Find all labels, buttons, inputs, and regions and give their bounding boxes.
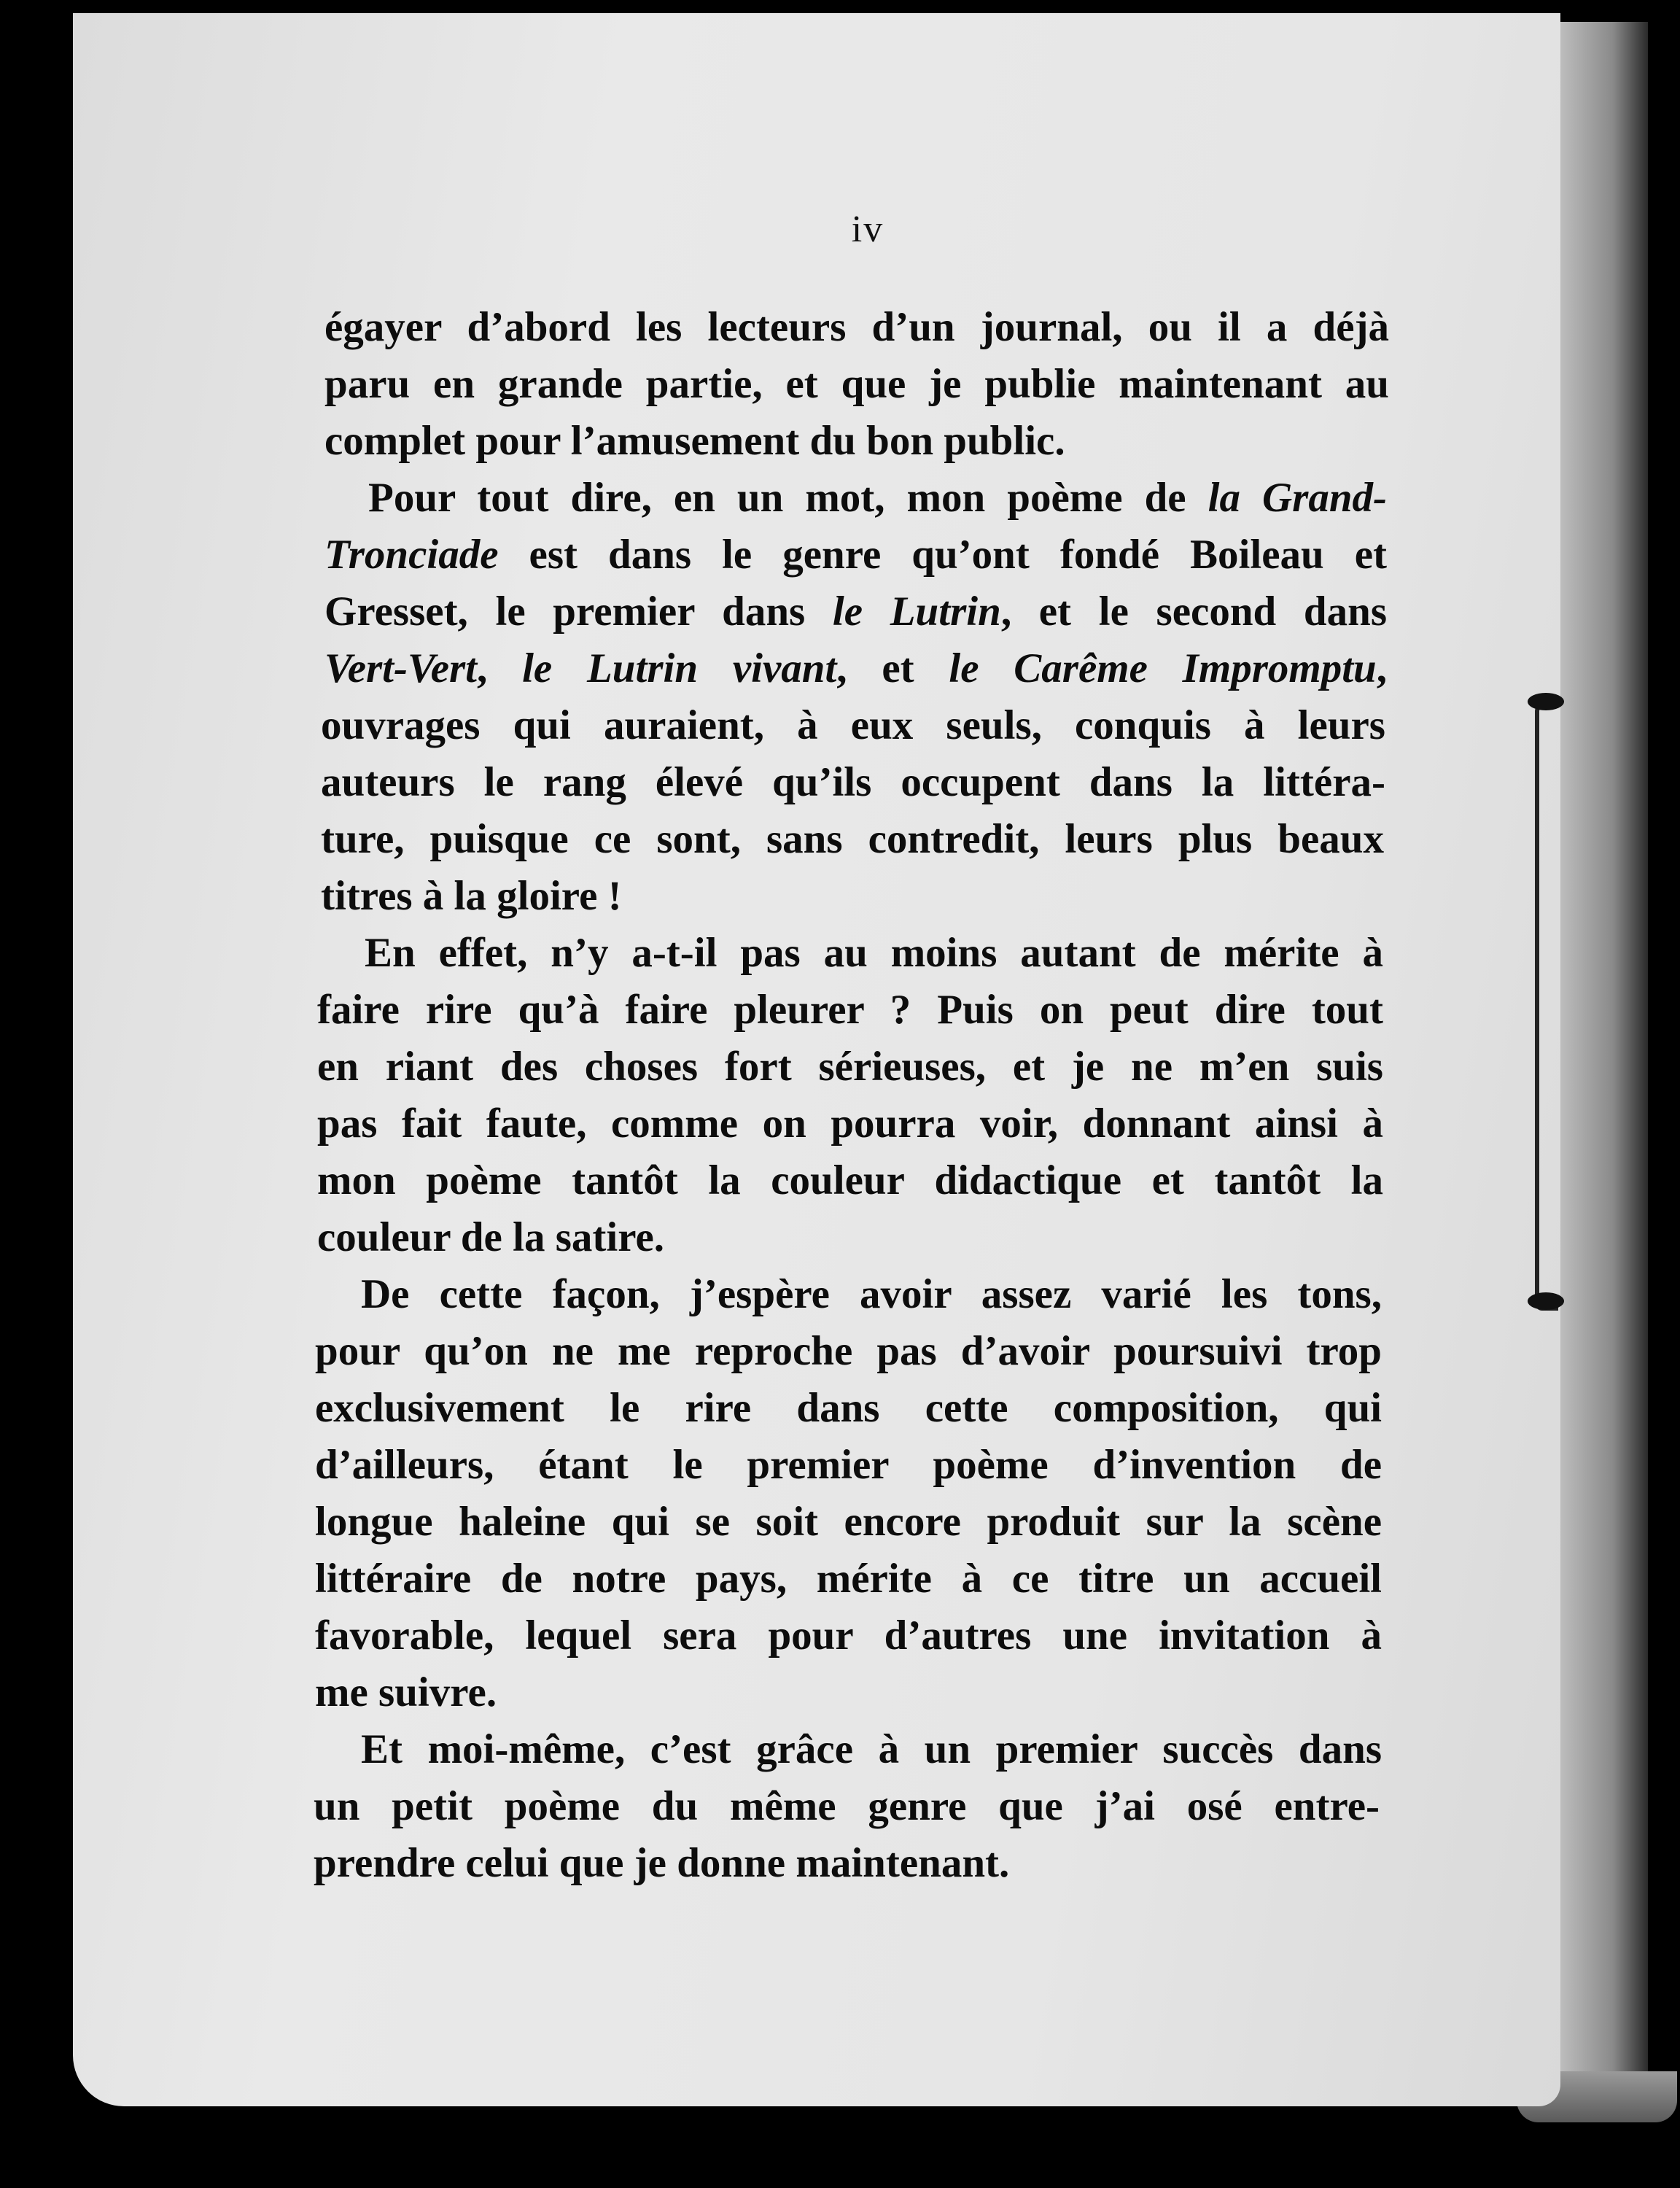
text-line: [324, 532, 1387, 578]
text-segment: pas fait faute, comme on pourra voir, donnant ainsi à: [317, 1101, 1383, 1147]
italic-title: le Lutrin: [832, 589, 1001, 635]
italic-title: le Lutrin vivant: [522, 645, 837, 691]
italic-title: Vert-Vert: [324, 645, 478, 691]
text-line: [317, 1214, 665, 1260]
text-segment: ,: [477, 645, 523, 691]
text-line: [368, 477, 1387, 519]
text-line: [324, 589, 1387, 635]
text-segment: ture, puisque ce sont, sans contredit, leurs plus beaux: [321, 816, 1384, 862]
binding-bracket: [1535, 704, 1558, 1311]
text-line: [324, 306, 1389, 348]
text-segment: exclusivement le rire dans cette composition, qui: [315, 1385, 1382, 1431]
text-segment: En effet, n’y a-t-il pas au moins autant de mérite à: [365, 930, 1383, 976]
text-segment: couleur de la satire.: [317, 1214, 665, 1260]
italic-title: la Grand-: [1208, 475, 1387, 521]
text-segment: littéraire de notre pays, mérite à ce titre un accueil: [315, 1556, 1382, 1602]
text-segment: d’ailleurs, étant le premier poème d’invention de: [315, 1442, 1382, 1488]
text-segment: en riant des choses fort sérieuses, et je ne m’en suis: [317, 1044, 1383, 1090]
text-line: [315, 1330, 1382, 1372]
text-line: [365, 932, 1383, 974]
italic-title: le Carême Impromptu: [949, 645, 1377, 691]
text-segment: faire rire qu’à faire pleurer ? Puis on peut dire tout: [317, 987, 1383, 1033]
text-line: [361, 1273, 1382, 1315]
text-line: [315, 1387, 1382, 1429]
text-line: [315, 1444, 1382, 1486]
text-line: [315, 1669, 497, 1715]
text-line: [315, 1556, 1382, 1602]
text-line: [324, 420, 1065, 462]
text-line: [315, 1501, 1382, 1543]
text-line: [321, 875, 622, 917]
text-line: [314, 1842, 1009, 1884]
text-line: [321, 761, 1385, 803]
text-segment: pour qu’on ne me reproche pas d’avoir poursuivi trop: [315, 1328, 1382, 1374]
text-line: [317, 1044, 1383, 1090]
text-segment: paru en grande partie, et que je publie maintenant au: [324, 361, 1389, 407]
italic-title: Tronciade: [324, 532, 499, 578]
text-segment: est dans le genre qu’ont fondé Boileau et: [498, 532, 1387, 578]
text-line: [317, 1101, 1383, 1147]
text-segment: , et: [836, 645, 949, 691]
bracket-end-top: [1528, 693, 1564, 710]
text-segment: me suivre.: [315, 1669, 497, 1715]
text-segment: favorable, lequel sera pour d’autres une invitation à: [315, 1613, 1382, 1659]
text-segment: complet pour l’amusement du bon public.: [324, 418, 1065, 464]
text-segment: un petit poème du même genre que j’ai osé entre-: [314, 1783, 1380, 1829]
text-line: [317, 989, 1383, 1031]
text-segment: ,: [1376, 645, 1388, 691]
text-line: [324, 645, 1388, 691]
text-segment: prendre celui que je donne maintenant.: [314, 1840, 1010, 1886]
text-segment: longue haleine qui se soit encore produit sur la scène: [315, 1499, 1382, 1545]
text-segment: , et le second dans: [1000, 589, 1387, 635]
text-segment: Et moi-même, c’est grâce à un premier succès dans: [361, 1726, 1382, 1772]
text-segment: De cette façon, j’espère avoir assez varié les tons,: [361, 1271, 1382, 1317]
text-line: [324, 363, 1389, 405]
page-edge: [1560, 22, 1648, 2108]
text-line: [321, 702, 1385, 748]
text-segment: auteurs le rang élevé qu’ils occupent dans la littéra-: [321, 759, 1385, 805]
bracket-end-bottom: [1528, 1292, 1564, 1310]
text-segment: Pour tout dire, en un mot, mon poème de: [368, 475, 1208, 521]
page-number: iv: [851, 209, 884, 250]
text-segment: titres à la gloire !: [321, 873, 622, 919]
text-line: [314, 1785, 1380, 1827]
text-line: [321, 818, 1384, 860]
text-segment: ouvrages qui auraient, à eux seuls, conquis à leurs: [321, 702, 1385, 748]
text-segment: égayer d’abord les lecteurs d’un journal, ou il a déjà: [324, 304, 1389, 350]
text-segment: Gresset, le premier dans: [324, 589, 833, 635]
text-line: [361, 1726, 1382, 1772]
text-line: [315, 1613, 1382, 1659]
text-line: [317, 1157, 1383, 1203]
text-segment: mon poème tantôt la couleur didactique et tantôt la: [317, 1157, 1383, 1203]
